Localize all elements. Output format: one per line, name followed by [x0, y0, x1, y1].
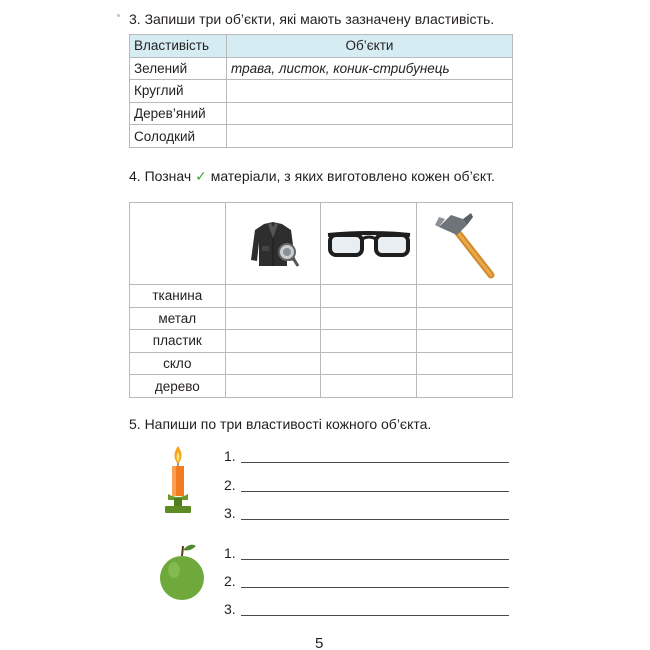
apple-icon [158, 542, 206, 602]
answer-cell[interactable] [225, 352, 321, 375]
task-5-title: 5. Напиши по три властивості кожного об’єкта. [129, 416, 432, 432]
margin-dot [117, 14, 120, 17]
writing-line[interactable] [224, 477, 240, 493]
answer-cell[interactable] [321, 307, 417, 330]
answer-cell[interactable] [417, 285, 513, 308]
answer-cell[interactable] [321, 352, 417, 375]
check-mark-icon: ✓ [195, 168, 207, 184]
objects-cell[interactable]: трава, листок, коник-стрибунець [227, 57, 513, 80]
property-cell: Солодкий [130, 125, 227, 148]
line-number: 3. [224, 601, 236, 617]
table-row [130, 330, 513, 353]
objects-cell[interactable] [227, 125, 513, 148]
answer-cell[interactable] [321, 330, 417, 353]
table-header-row [130, 35, 513, 58]
writing-line[interactable] [224, 505, 240, 521]
table-row [130, 80, 513, 103]
answer-line[interactable] [241, 559, 509, 560]
empty-corner-cell [130, 203, 226, 285]
answer-line[interactable] [241, 615, 509, 616]
table-row [130, 57, 513, 80]
answer-cell[interactable] [417, 307, 513, 330]
line-number: 1. [224, 448, 236, 464]
property-cell: Дерев’яний [130, 102, 227, 125]
material-label: пластик [130, 330, 226, 353]
col-objects-header: Об’єкти [227, 35, 513, 58]
table-row [130, 125, 513, 148]
writing-line[interactable] [224, 545, 240, 561]
answer-line[interactable] [241, 462, 509, 463]
answer-cell[interactable] [225, 330, 321, 353]
material-label: метал [130, 307, 226, 330]
answer-cell[interactable] [225, 285, 321, 308]
property-cell: Круглий [130, 80, 227, 103]
properties-table [129, 34, 513, 148]
col-property-header: Властивість [130, 35, 227, 58]
answer-line[interactable] [241, 491, 509, 492]
page-number: 5 [315, 635, 324, 650]
table-row [130, 352, 513, 375]
glasses-cell [321, 203, 417, 285]
hammer-cell [417, 203, 513, 285]
materials-table [129, 202, 513, 398]
line-number: 3. [224, 505, 236, 521]
table-row [130, 375, 513, 398]
table-row [130, 285, 513, 308]
answer-cell[interactable] [417, 352, 513, 375]
line-number: 2. [224, 477, 236, 493]
line-number: 2. [224, 573, 236, 589]
answer-cell[interactable] [321, 285, 417, 308]
answer-line[interactable] [241, 519, 509, 520]
writing-line[interactable] [224, 573, 240, 589]
table-row [130, 307, 513, 330]
writing-line[interactable] [224, 448, 240, 464]
material-label: дерево [130, 375, 226, 398]
answer-line[interactable] [241, 587, 509, 588]
jacket-icon [245, 216, 301, 272]
hammer-icon [433, 209, 497, 279]
task-3-title: 3. Запиши три об’єкти, які мають зазначену властивість. [129, 11, 495, 27]
property-cell: Зелений [130, 57, 227, 80]
glasses-icon [326, 227, 412, 261]
objects-cell[interactable] [227, 80, 513, 103]
writing-line[interactable] [224, 601, 240, 617]
answer-cell[interactable] [225, 375, 321, 398]
objects-row [130, 203, 513, 285]
answer-cell[interactable] [417, 375, 513, 398]
task-4-title [129, 168, 495, 185]
candle-icon [160, 444, 196, 516]
answer-cell[interactable] [417, 330, 513, 353]
answer-cell[interactable] [321, 375, 417, 398]
task-4-title-end: матеріали, з яких виготовлено кожен об’єкт. [210, 168, 495, 184]
task-4-title-start: 4. Познач [129, 168, 192, 184]
objects-cell[interactable] [227, 102, 513, 125]
table-row [130, 102, 513, 125]
jacket-cell [225, 203, 321, 285]
line-number: 1. [224, 545, 236, 561]
material-label: тканина [130, 285, 226, 308]
answer-cell[interactable] [225, 307, 321, 330]
material-label: скло [130, 352, 226, 375]
